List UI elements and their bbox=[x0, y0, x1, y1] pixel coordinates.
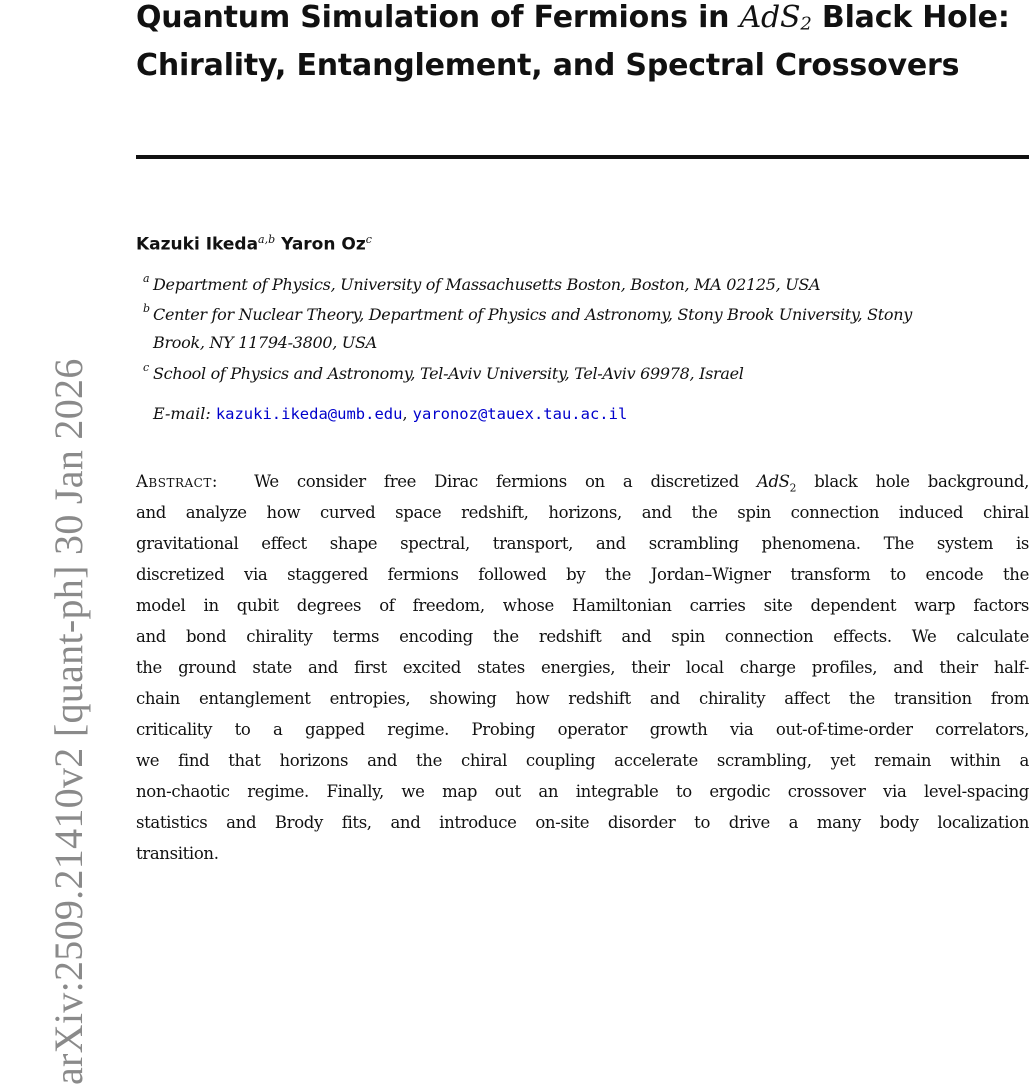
author-affil-mark: a,b bbox=[258, 233, 276, 246]
abstract-line: chain entanglement entropies, showing how redshift and chirality affect the transition from bbox=[136, 689, 1029, 708]
author-name: Yaron Oz bbox=[281, 234, 366, 255]
affiliation-b: b Center for Nuclear Theory, Department of Physics and Astronomy, Stony Brook University, Stony Brook, NY 11794-3800, USA bbox=[143, 302, 912, 352]
arxiv-stamp: arXiv:2509.21410v2 [quant-ph] 30 Jan 2026 bbox=[46, 358, 91, 1085]
email-link-ikeda[interactable]: kazuki.ikeda@umb.edu bbox=[215, 405, 403, 423]
affiliation-a: a Department of Physics, University of Massachusetts Boston, Boston, MA 02125, USA bbox=[143, 272, 821, 294]
email-line: E-mail: kazuki.ikeda@umb.edu, yaronoz@tauex.tau.ac.il bbox=[153, 404, 628, 423]
abstract-line: and bond chirality terms encoding the redshift and spin connection effects. We calculate bbox=[136, 627, 1029, 646]
author-name: Kazuki Ikeda bbox=[136, 234, 259, 255]
email-link-oz[interactable]: yaronoz@tauex.tau.ac.il bbox=[412, 405, 628, 423]
title-rule bbox=[136, 155, 1029, 159]
abstract-line: statistics and Brody fits, and introduce on-site disorder to drive a many body localization bbox=[136, 813, 1029, 832]
author-list bbox=[136, 233, 372, 255]
abstract-line: criticality to a gapped regime. Probing operator growth via out-of-time-order correlators, bbox=[136, 720, 1029, 739]
abstract-line: non-chaotic regime. Finally, we map out an integrable to ergodic crossover via level-spacing bbox=[136, 782, 1029, 801]
abstract-line: model in qubit degrees of freedom, whose Hamiltonian carries site dependent warp factors bbox=[136, 596, 1029, 615]
author-affil-mark: c bbox=[365, 233, 372, 246]
title-math-ads2: AdS$_2$ bbox=[739, 0, 812, 35]
abstract-line: Abstract: We consider free Dirac fermions on a discretized AdS$_2$ black hole background, bbox=[136, 472, 1029, 495]
affiliation-c: c School of Physics and Astronomy, Tel-Aviv University, Tel-Aviv 69978, Israel bbox=[143, 361, 744, 383]
abstract-line: gravitational effect shape spectral, transport, and scrambling phenomena. The system is bbox=[136, 534, 1029, 553]
title-line-1: Quantum Simulation of Fermions in AdS$_2$ Black Hole: bbox=[136, 0, 1010, 35]
abstract-line: discretized via staggered fermions followed by the Jordan–Wigner transform to encode the bbox=[136, 565, 1029, 584]
paper-title bbox=[136, 0, 1029, 90]
title-line-2: Chirality, Entanglement, and Spectral Crossovers bbox=[136, 48, 960, 83]
abstract-line: transition. bbox=[136, 844, 219, 863]
abstract bbox=[136, 466, 1029, 869]
abstract-label: Abstract: bbox=[136, 472, 218, 491]
abstract-line: we find that horizons and the chiral coupling accelerate scrambling, yet remain within a bbox=[136, 751, 1029, 770]
email-label: E-mail: bbox=[153, 404, 211, 423]
abstract-line: and analyze how curved space redshift, horizons, and the spin connection induced chiral bbox=[136, 503, 1029, 522]
abstract-line: the ground state and first excited states energies, their local charge profiles, and their half- bbox=[136, 658, 1029, 677]
